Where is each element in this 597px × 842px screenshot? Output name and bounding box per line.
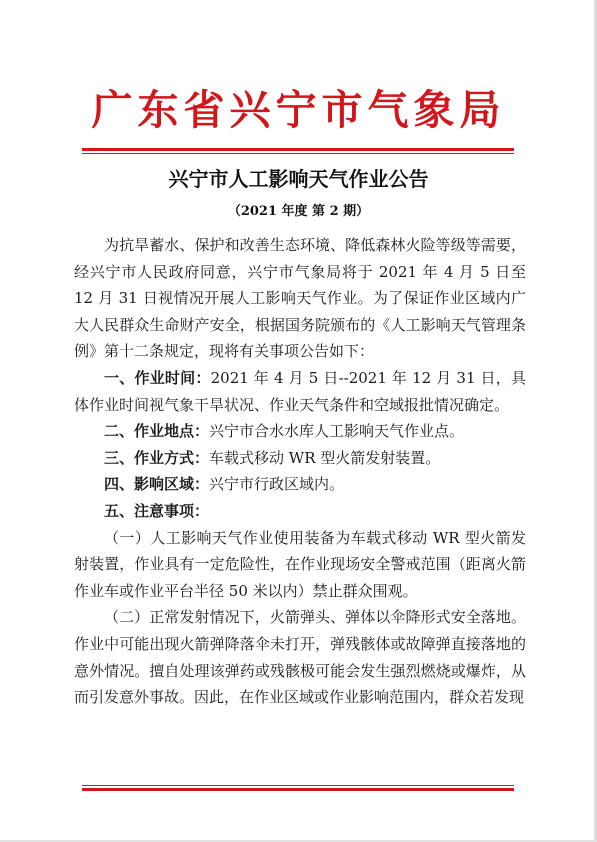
section-time xyxy=(74,365,526,418)
section-heading: 四、影响区域： xyxy=(104,475,210,494)
footer-red-rule-thick xyxy=(82,788,514,791)
document-body xyxy=(74,232,526,711)
masthead-org-name: 广东省兴宁市气象局 xyxy=(91,86,506,134)
section-notes xyxy=(74,498,526,525)
section-area xyxy=(74,471,526,498)
section-text: 车载式移动 WR 型火箭发射装置。 xyxy=(209,448,441,467)
document-title: 兴宁市人工影响天气作业公告 xyxy=(168,167,429,191)
section-heading: 五、注意事项： xyxy=(104,501,210,520)
note-paragraph-2: （二）正常发射情况下，火箭弹头、弹体以伞降形式安全落地。作业中可能出现火箭弹降落伞未打开，弹残骸体或故障弹直接落地的意外情况。擅自处理该弹药或残骸极可能会发生强烈燃烧或爆炸，从而引发意外事故。因此，在作业区域或作业影响范围内，群众若发现 xyxy=(74,608,526,707)
section-method xyxy=(74,445,526,472)
intro-paragraph: 为抗旱蓄水、保护和改善生态环境、降低森林火险等级等需要，经兴宁市人民政府同意，兴宁市气象局将于 2021 年 4 月 5 日至 12 月 31 日视情况开展人工影响天气作业。为了保证作业区域内广大人民群众生命财产安全，根据国务院颁布的《人工影响天气管理条例》第十二条规定，现将有关事项公告如下： xyxy=(74,236,526,361)
section-heading: 一、作业时间： xyxy=(104,368,211,387)
note-paragraph-1: （一）人工影响天气作业使用装备为车载式移动 WR 型火箭发射装置，作业具有一定危险性，在作业现场安全警戒范围（距离火箭作业车或作业平台半径 50 米以内）禁止群众围观。 xyxy=(74,528,526,600)
section-heading: 二、作业地点： xyxy=(104,422,210,441)
footer-red-rule-thin xyxy=(82,785,514,786)
section-text: 兴宁市行政区域内。 xyxy=(209,475,345,494)
section-location xyxy=(74,418,526,445)
section-text: 兴宁市合水水库人工影响天气作业点。 xyxy=(209,422,465,441)
section-text: 2021 年 4 月 5 日--2021 年 12 月 31 日，具体作业时间视气象干旱状况、作业天气条件和空域报批情况确定。 xyxy=(74,368,526,414)
masthead-red-rule-thin xyxy=(82,153,514,154)
document-issue-number: （2021 年度 第 2 期） xyxy=(227,204,370,219)
section-heading: 三、作业方式： xyxy=(104,448,210,467)
masthead-red-rule-thick xyxy=(82,148,514,151)
